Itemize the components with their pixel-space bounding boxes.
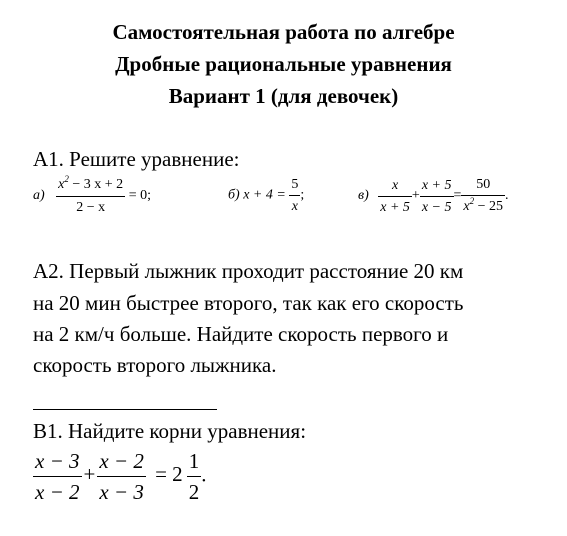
task-a1-heading: А1. Решите уравнение: (33, 147, 240, 171)
b1-fraction-1: $\frac{x - 3}{x - 2}$ (35, 449, 80, 504)
equation-c-fraction-1: $\frac{x}{x + 5}$ (380, 177, 410, 215)
equation-a (33, 176, 151, 216)
b1-mixed-fraction: $\frac{1}{2}$ (188, 449, 200, 504)
equation-a-numerator: $x^2 - 3$ x + 2 (58, 174, 124, 192)
equation-a-fraction (56, 176, 125, 216)
equation-b-numerator: 5 (291, 177, 299, 192)
equation-b-fraction (289, 176, 300, 215)
title-line-1: Самостоятельная работа по алгебре (112, 20, 455, 44)
equation-b1: $\frac{x - 3}{x - 2}$ + $\frac{x - 2}{x - 3}$ = 2 $\frac{1}{2}$ . (35, 449, 207, 504)
equation-b-denominator: x (291, 199, 298, 214)
equation-b-lhs: б) x + 4 = (228, 187, 286, 203)
title-line-2: Дробные рациональные уравнения (115, 52, 452, 76)
b1-fraction-2: $\frac{x - 2}{x - 3}$ (99, 449, 144, 504)
equation-c-fraction-2: $\frac{x + 5}{x - 5}$ (421, 177, 452, 215)
task-a2-line-4: скорость второго лыжника. (33, 353, 277, 377)
task-a2-line-1: А2. Первый лыжник проходит расстояние 20 км (33, 259, 464, 283)
equation-a-rhs: = 0; (128, 188, 151, 204)
separator-line (33, 409, 217, 410)
equation-c-fraction-3: $\frac{50}{x^2 - 25}$ (463, 177, 504, 214)
equation-a-label: а) (33, 188, 45, 204)
title-line-3: Вариант 1 (для девочек) (168, 84, 399, 108)
task-b1-heading: В1. Найдите корни уравнения: (33, 419, 307, 443)
b1-equals: = 2 (155, 462, 183, 487)
equation-b: б) x + 4 = $\frac{5}{x}$ ; (228, 177, 305, 214)
equation-c: в) $\frac{x}{x + 5}$ + $\frac{x + 5}{x - 5}$ = $\frac{50}{x^2 - 25}$ . (358, 177, 509, 215)
equation-a-denominator: 2 − x (76, 200, 106, 215)
task-a2-line-3: на 2 км/ч больше. Найдите скорость первого и (33, 322, 449, 346)
task-a2-line-2: на 20 мин быстрее второго, так как его скорость (33, 291, 464, 315)
equation-c-label: в) (358, 188, 369, 204)
